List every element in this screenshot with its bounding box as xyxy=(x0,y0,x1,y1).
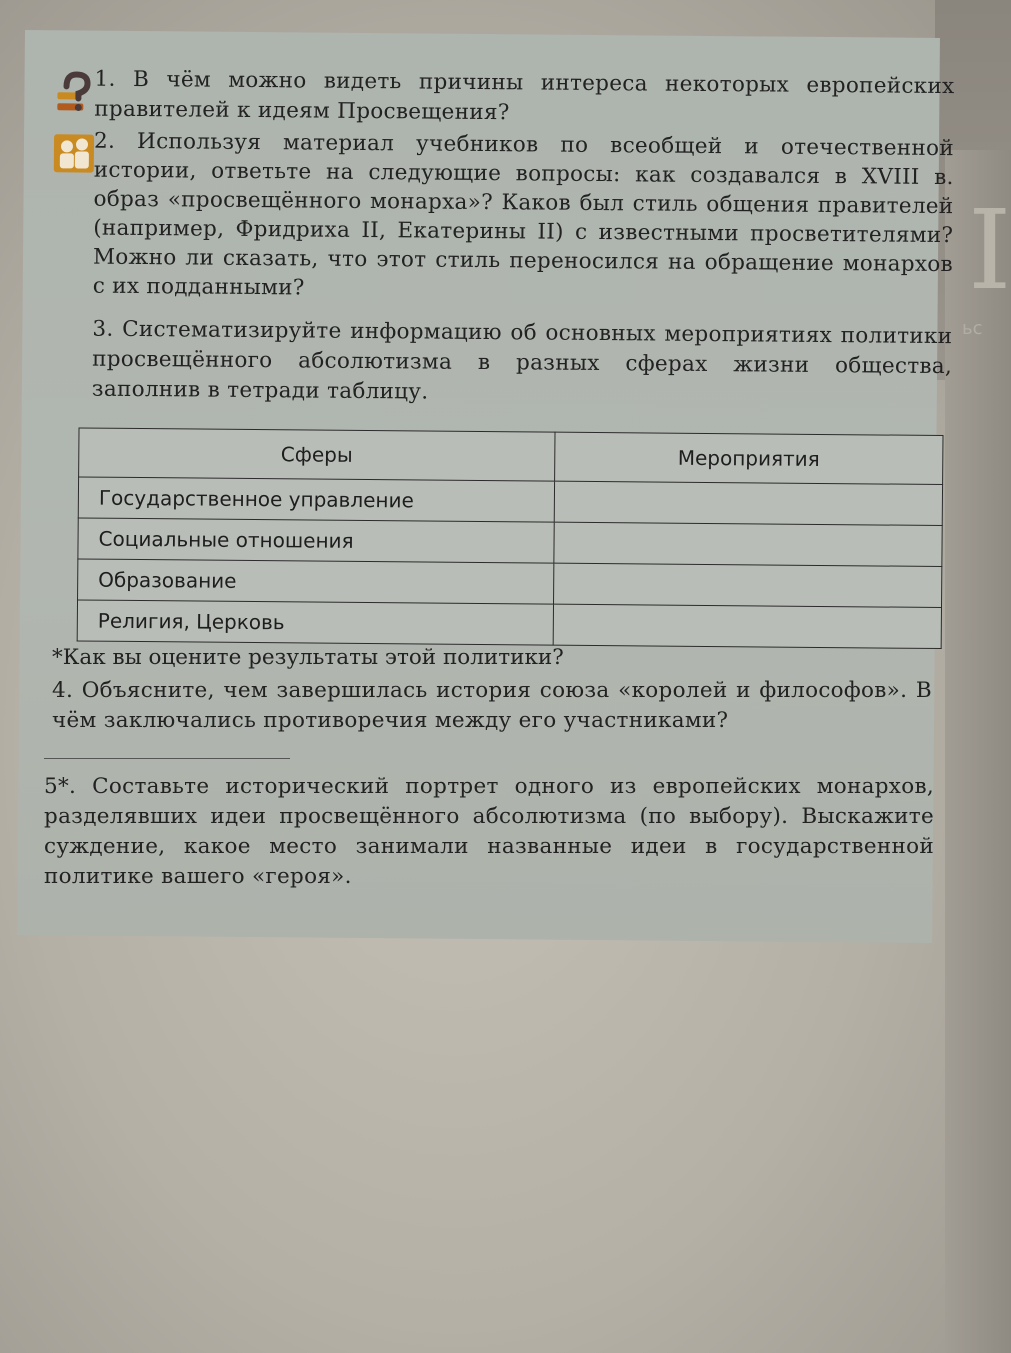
row-sphere: Государственное управление xyxy=(78,477,554,522)
section-divider xyxy=(44,758,290,759)
row-measures-empty xyxy=(554,563,942,607)
row-measures-empty xyxy=(554,481,942,525)
question-4: 4. Объясните, чем завершилась история союза «королей и философов». В чём заключались противоречия между его участниками? xyxy=(52,678,932,733)
table-row xyxy=(77,600,941,649)
row-measures-empty xyxy=(554,522,942,566)
question-3: 3. Систематизируйте информацию об основных мероприятиях политики просвещённого абсолютизма в разных сферах жизни общества, заполнив в тетради таблицу. xyxy=(91,316,953,405)
header-measures: Мероприятия xyxy=(555,432,943,484)
row-sphere: Социальные отношения xyxy=(78,518,554,563)
policy-table xyxy=(77,427,944,649)
next-page-letter: I xyxy=(968,186,1011,314)
people-icon xyxy=(52,130,96,174)
next-page-text: ьс xyxy=(962,318,983,339)
question-icon xyxy=(54,70,94,114)
row-sphere: Образование xyxy=(78,559,554,604)
header-spheres: Сферы xyxy=(79,428,555,481)
question-1: 1. В чём можно видеть причины интереса некоторых европейских правителей к идеям Просвещения? xyxy=(94,66,955,126)
table-header-row xyxy=(79,428,943,485)
question-2: 2. Используя материал учебников по всеобщей и отечественной истории, ответьте на следующие вопросы: как создавался в XVIII в. образ «просвещённого монарха»? Каков был стиль общения правителей (например, Фридриха II, Екатерины II) с известными просветителями? Можно ли сказать, что этот стиль переносился на обращение монархов с их подданными? xyxy=(92,128,955,301)
row-measures-empty xyxy=(553,604,941,648)
question-5: 5*. Составьте исторический портрет одного из европейских монархов, разделявших идеи просвещённого абсолютизма (по выбору). Выскажите суждение, какое место занимали названные идеи в государственной политике вашего «героя». xyxy=(44,774,934,889)
row-sphere: Религия, Церковь xyxy=(77,600,553,645)
evaluation-note: *Как вы оцените результаты этой политики? xyxy=(52,645,564,670)
